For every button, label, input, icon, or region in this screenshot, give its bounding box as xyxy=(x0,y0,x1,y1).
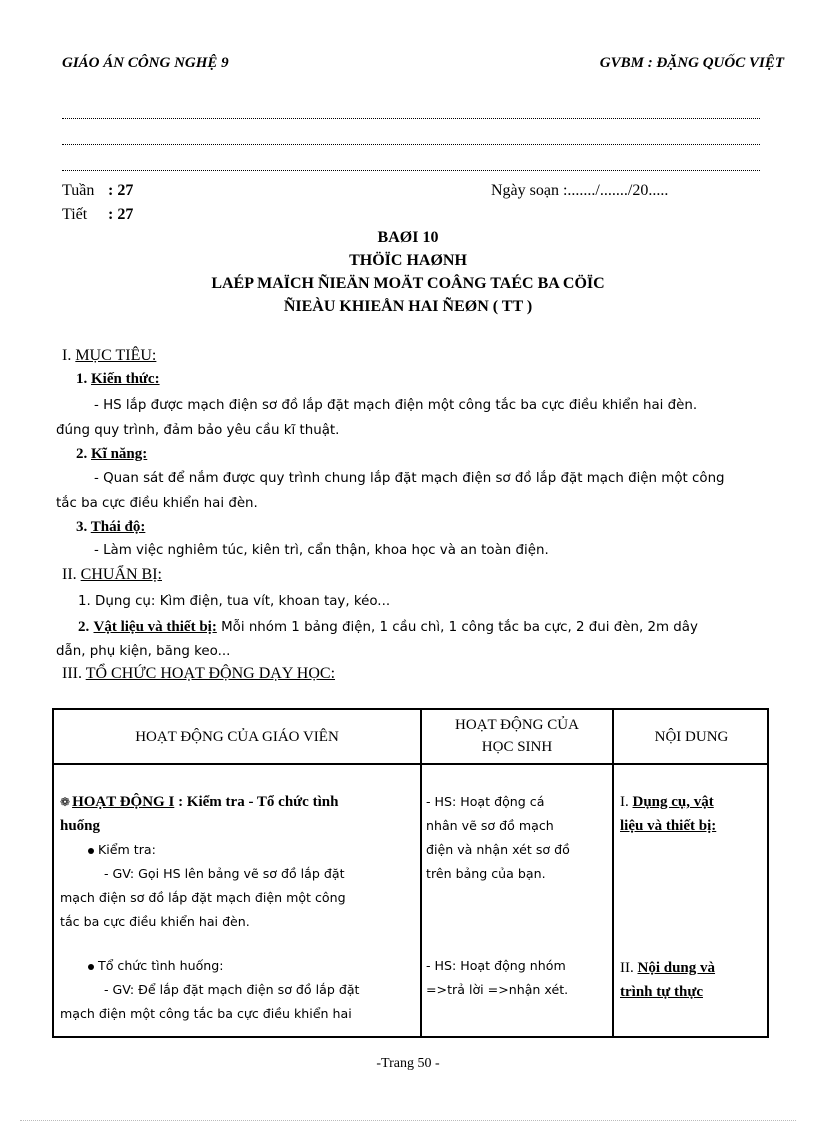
knowledge-text: - HS lắp được mạch điện sơ đồ lắp đặt mạch điện một công tắc ba cực điều khiển hai đèn. xyxy=(94,398,698,413)
section-activities-heading: III. TỔ CHỨC HOẠT ĐỘNG DẠY HỌC: xyxy=(62,665,336,682)
tools-text: 1. Dụng cụ: Kìm điện, tua vít, khoan tay, kéo... xyxy=(78,594,391,609)
page-number: -Trang 50 - xyxy=(376,1056,440,1071)
header-right: GVBM : ĐẶNG QUỐC VIỆT xyxy=(599,55,784,71)
dotted-line xyxy=(62,170,760,171)
dotted-line xyxy=(62,118,760,119)
list-item: Kiểm tra: xyxy=(60,838,416,862)
student-activities: - HS: Hoạt động cá nhân vẽ sơ đồ mạch điện và nhận xét sơ đồ trên bảng của bạn. - HS: Hoạt động nhóm =>trả lời =>nhận xét. xyxy=(426,794,570,997)
section-objectives-heading: I. MỤC TIÊU: xyxy=(62,347,157,364)
week-label: Tuần xyxy=(62,182,95,199)
attitude-text: - Làm việc nghiêm túc, kiên trì, cẩn thận, khoa học và an toàn điện. xyxy=(94,543,549,558)
section-preparation-heading: II. CHUẨN BỊ: xyxy=(62,566,162,583)
lesson-type: THÖÏC HAØNH xyxy=(349,252,467,269)
knowledge-text-2: đúng quy trình, đảm bảo yêu cầu kĩ thuật. xyxy=(56,423,340,438)
column-divider xyxy=(612,710,614,1036)
page-bottom-dots xyxy=(20,1120,796,1121)
knowledge-heading: 1. Kiến thức: xyxy=(76,371,160,387)
bullet-icon xyxy=(88,964,94,970)
activity-title: ❁ HOẠT ĐỘNG I : Kiểm tra - Tổ chức tình xyxy=(60,794,339,810)
lesson-number: BAØI 10 xyxy=(377,229,439,246)
materials-text: 2. Vật liệu và thiết bị: Mỗi nhóm 1 bảng điện, 1 cầu chì, 1 công tắc ba cực, 2 đui đèn, 2m dây xyxy=(78,619,698,635)
content-column-header: NỘI DUNG xyxy=(654,729,729,745)
lesson-title: LAÉP MAÏCH ÑIEÄN MOÄT COÂNG TAÉC BA CÖÏC xyxy=(211,275,605,292)
content-column: I. Dụng cụ, vật liệu và thiết bị: II. Nội dung và trình tự thực xyxy=(620,794,717,1000)
period-label: Tiết xyxy=(62,206,88,223)
list-item: Tổ chức tình huống: xyxy=(60,954,416,978)
header-divider xyxy=(54,763,767,765)
materials-text-2: dẫn, phụ kiện, băng keo... xyxy=(56,644,231,659)
teacher-activities: ❁ HOẠT ĐỘNG I : Kiểm tra - Tổ chức tình huống Kiểm tra: - GV: Gọi HS lên bảng vẽ sơ đồ lắp đặt mạch điện sơ đồ lắp đặt mạch điện một công tắc ba cực điều khiển hai đèn. Tổ chức tình huống: - GV: Để lắp đặt mạch điện sơ đồ lắp đặt mạch điện một công tắc ba cực điều khiển hai xyxy=(60,790,416,1026)
skills-text: - Quan sát để nắm được quy trình chung lắp đặt mạch điện sơ đồ lắp đặt mạch điện một công xyxy=(94,471,725,486)
attitude-heading: 3. Thái độ: xyxy=(76,519,146,535)
period-value: : 27 xyxy=(108,206,134,223)
lesson-title-2: ÑIEÀU KHIEÅN HAI ÑEØN ( TT ) xyxy=(283,298,533,315)
column-divider xyxy=(420,710,422,1036)
week-value: : 27 xyxy=(108,182,134,199)
student-column-header: HOẠT ĐỘNG CỦA HỌC SINH xyxy=(455,717,579,755)
skills-text-2: tắc ba cực điều khiển hai đèn. xyxy=(56,496,258,511)
date-prepared: Ngày soạn :......./......./20..... xyxy=(491,182,669,199)
dotted-line xyxy=(62,144,760,145)
teacher-column-header: HOẠT ĐỘNG CỦA GIÁO VIÊN xyxy=(135,729,339,745)
skills-heading: 2. Kĩ năng: xyxy=(76,446,148,462)
activities-table xyxy=(52,708,769,1038)
flower-icon: ❁ xyxy=(60,795,71,809)
header-left: GIÁO ÁN CÔNG NGHỆ 9 xyxy=(62,55,229,71)
bullet-icon xyxy=(88,848,94,854)
